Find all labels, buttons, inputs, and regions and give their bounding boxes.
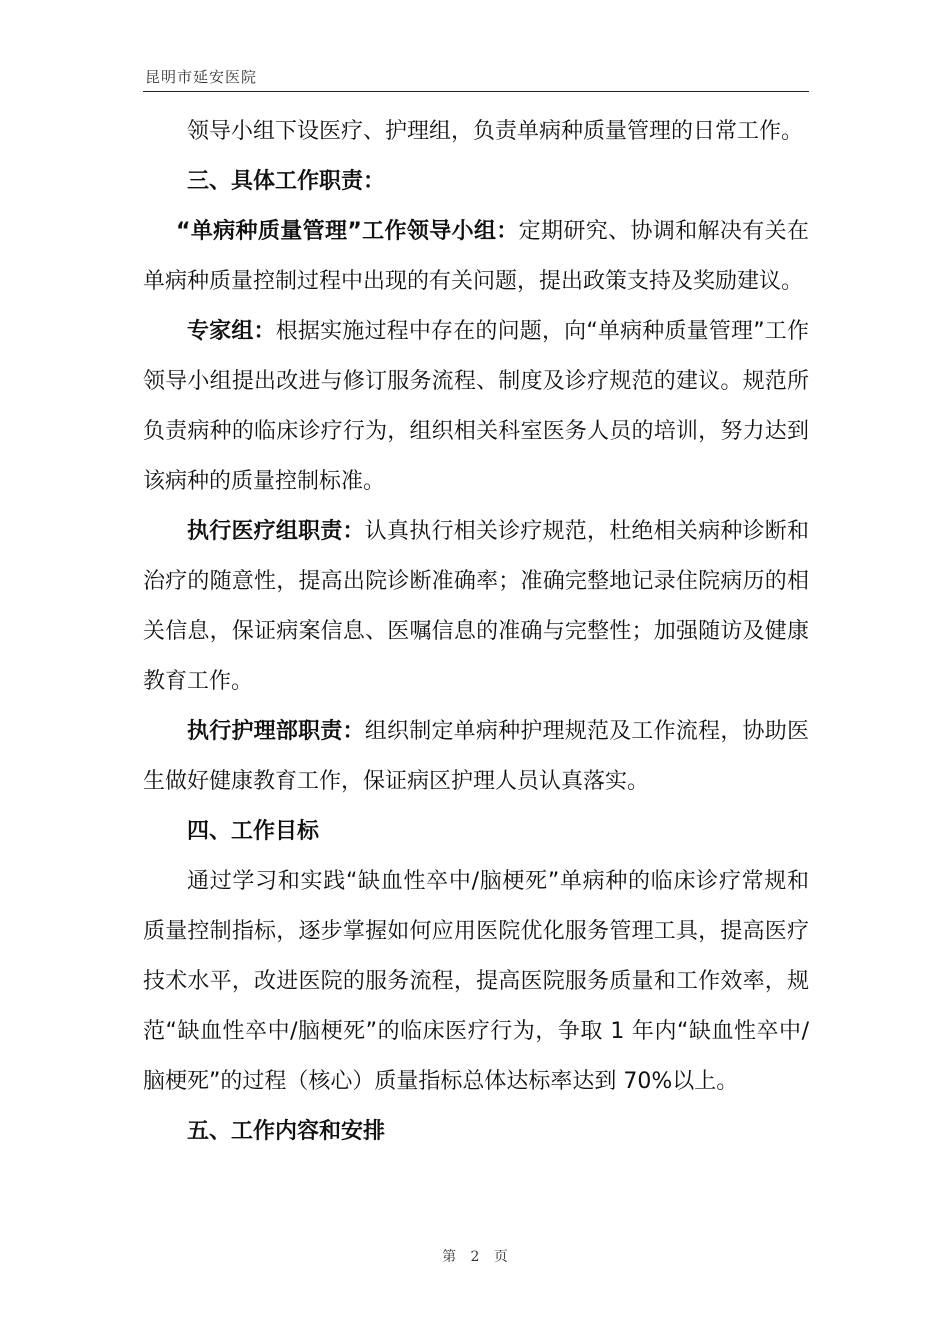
medical-team-label: 执行医疗组职责： <box>187 519 365 544</box>
paragraph-expert-group <box>143 307 809 507</box>
header-divider <box>143 91 809 92</box>
paragraph-leadership-duties <box>143 207 809 307</box>
section-heading-goals: 四、工作目标 <box>187 819 320 844</box>
paragraph-goals: 通过学习和实践“缺血性卒中/脑梗死”单病种的临床诊疗常规和质量控制指标，逐步掌握如何应用医院优化服务管理工具，提高医疗技术水平，改进医院的服务流程，提高医院服务质量和工作效率，规范“缺血性卒中/脑梗死”的临床医疗行为，争取 1 年内“缺血性卒中/脑梗死”的过程（核心）质量指标总体达标率达到 70%以上。 <box>143 869 809 1094</box>
leadership-group-label: “单病种质量管理”工作领导小组： <box>176 219 519 244</box>
nursing-dept-text: 组织制定单病种护理规范及工作流程，协助医生做好健康教育工作，保证病区护理人员认真落实。 <box>143 719 809 794</box>
page-number: 第 2 页 <box>442 1249 508 1265</box>
header-hospital-name: 昆明市延安医院 <box>145 68 258 86</box>
paragraph-nursing-dept <box>143 707 809 807</box>
paragraph-medical-team <box>143 507 809 707</box>
medical-team-text: 认真执行相关诊疗规范，杜绝相关病种诊断和治疗的随意性，提高出院诊断准确率；准确完整地记录住院病历的相关信息，保证病案信息、医嘱信息的准确与完整性；加强随访及健康教育工作。 <box>143 519 809 694</box>
leadership-group-text: 定期研究、协调和解决有关在单病种质量控制过程中出现的有关问题，提出政策支持及奖励建议。 <box>143 219 809 294</box>
section-heading-content: 五、工作内容和安排 <box>187 1119 386 1144</box>
expert-group-label: 专家组： <box>187 319 276 344</box>
paragraph-leadership-groups: 领导小组下设医疗、护理组，负责单病种质量管理的日常工作。 <box>187 119 804 144</box>
expert-group-text: 根据实施过程中存在的问题，向“单病种质量管理”工作领导小组提出改进与修订服务流程、制度及诊疗规范的建议。规范所负责病种的临床诊疗行为，组织相关科室医务人员的培训，努力达到该病种的质量控制标准。 <box>143 319 809 494</box>
section-heading-responsibilities: 三、具体工作职责： <box>187 169 386 194</box>
nursing-dept-label: 执行护理部职责： <box>187 719 365 744</box>
document-body <box>143 107 809 1157</box>
